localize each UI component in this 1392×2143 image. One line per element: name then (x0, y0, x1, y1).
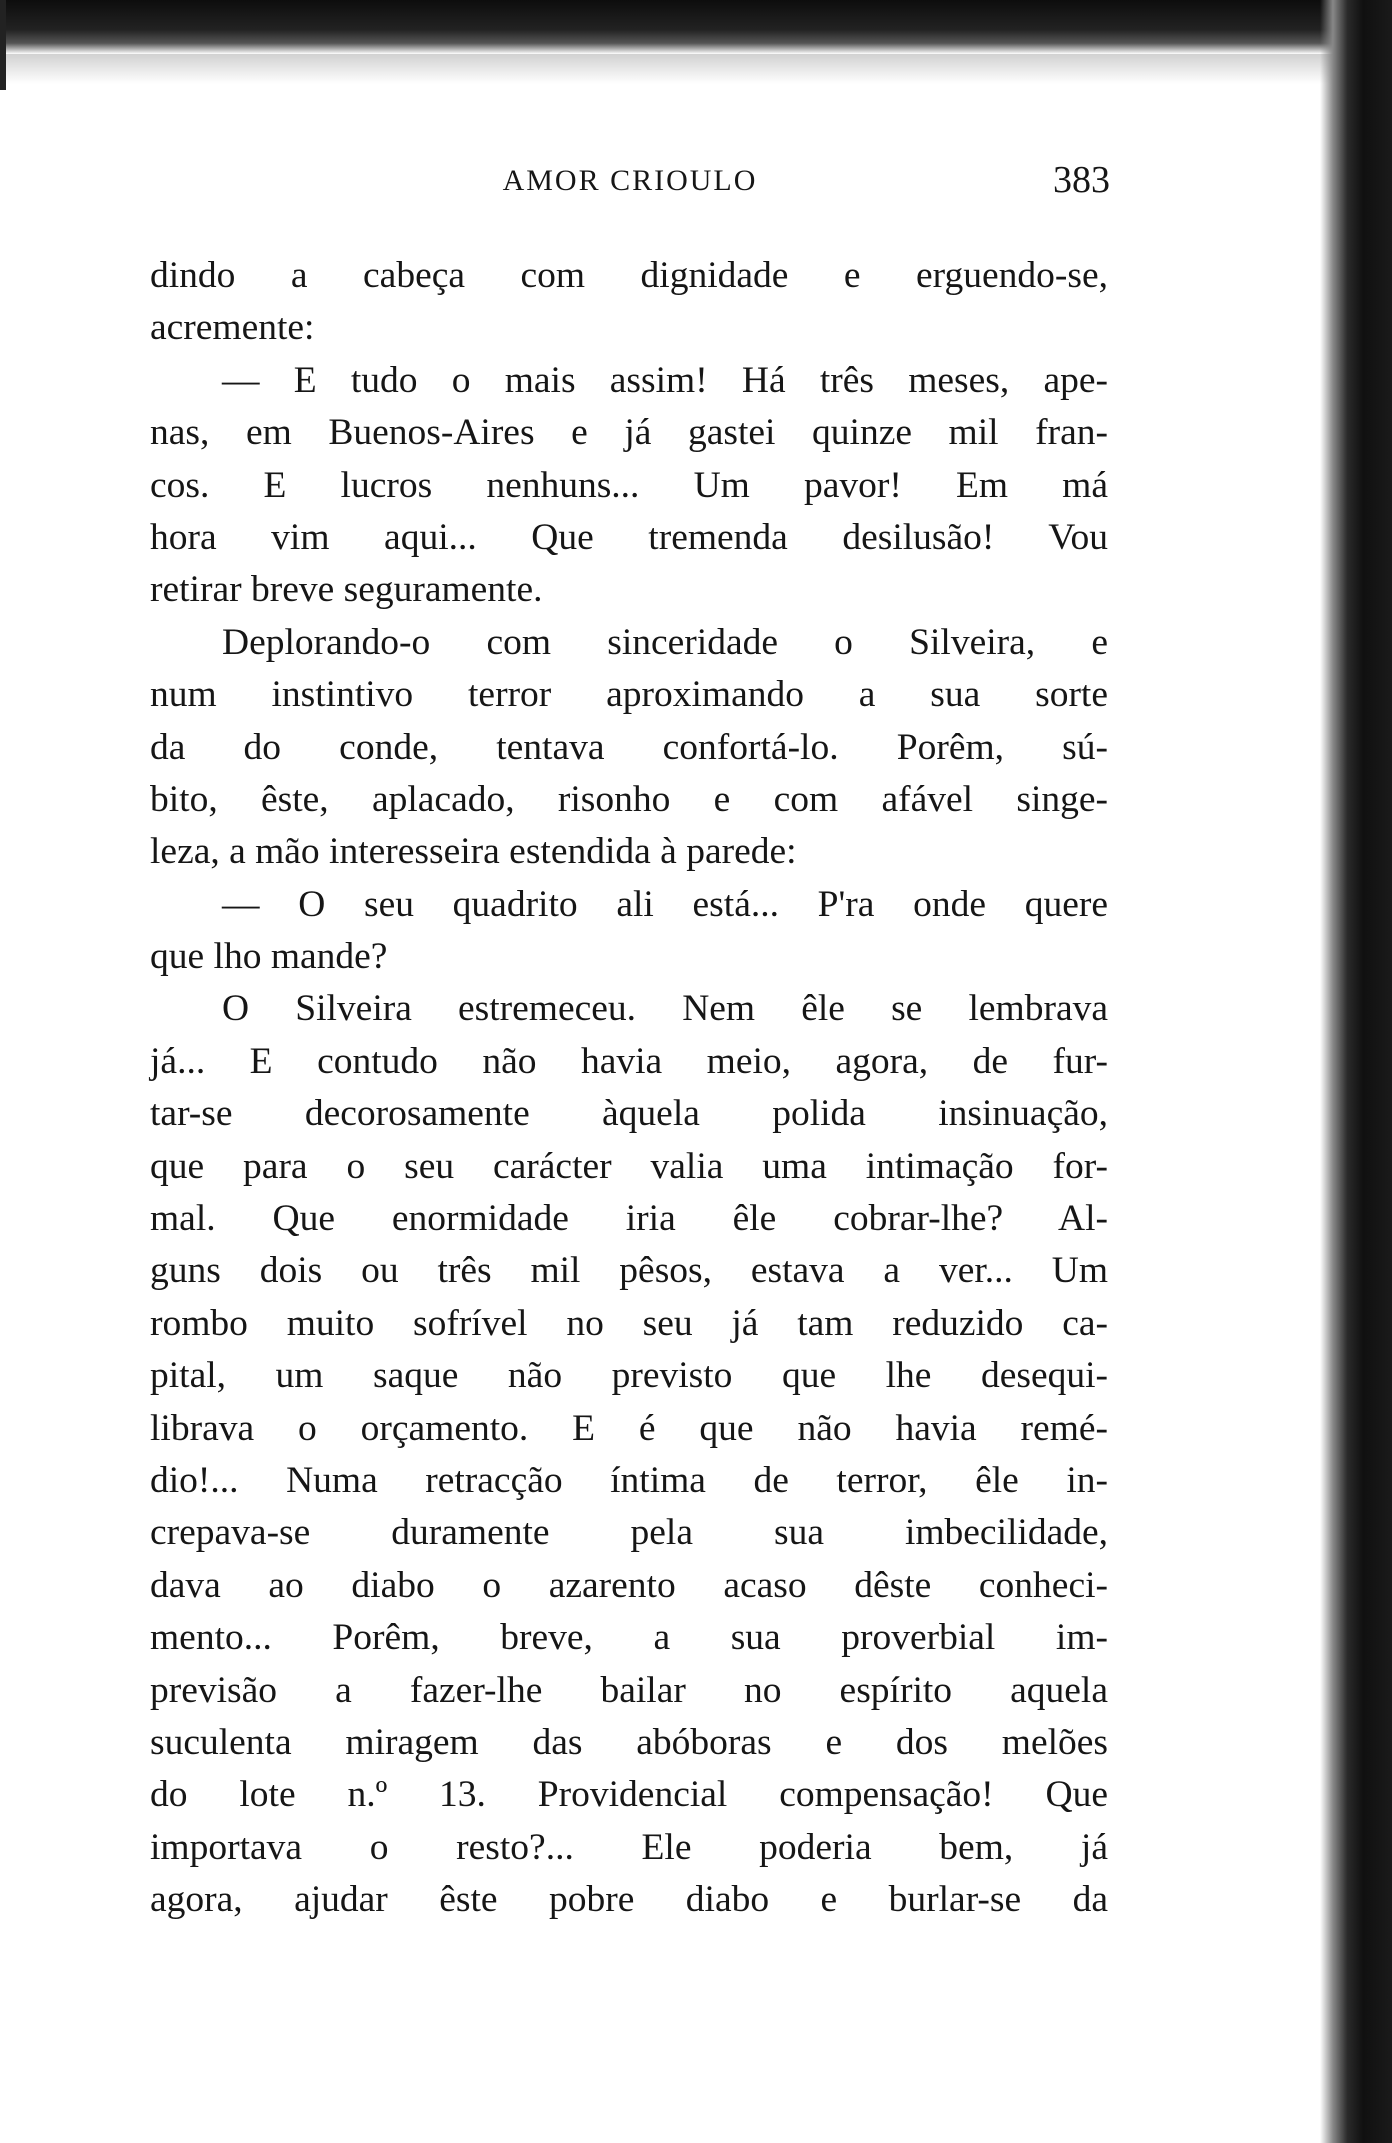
text-line: Deplorando-o com sinceridade o Silveira, e (222, 621, 1108, 663)
text-line: acremente: (150, 307, 315, 349)
text-line: rombo muito sofrível no seu já tam reduzido ca- (150, 1302, 1108, 1344)
scan-top-shadow (0, 54, 1392, 84)
text-line: cos. E lucros nenhuns... Um pavor! Em má (150, 464, 1108, 506)
text-line: previsão a fazer-lhe bailar no espírito aquela (150, 1669, 1108, 1711)
scan-top-edge (0, 0, 1392, 54)
running-title: AMOR CRIOULO (502, 164, 758, 197)
text-line: tar-se decorosamente àquela polida insinuação, (150, 1093, 1108, 1135)
text-line: — E tudo o mais assim! Há três meses, ape- (222, 359, 1108, 401)
text-line: que para o seu carácter valia uma intimação for- (150, 1145, 1108, 1187)
body-text (150, 250, 1108, 1927)
page-number: 383 (1053, 159, 1110, 201)
text-line: agora, ajudar êste pobre diabo e burlar-se da (150, 1879, 1108, 1921)
text-line: da do conde, tentava confortá-lo. Porêm, sú- (150, 726, 1108, 768)
text-line: num instintivo terror aproximando a sua sorte (150, 674, 1108, 716)
text-line: guns dois ou três mil pêsos, estava a ver... Um (150, 1250, 1108, 1292)
text-line: dava ao diabo o azarento acaso dêste conheci- (150, 1564, 1108, 1606)
text-line: do lote n.º 13. Providencial compensação! Que (150, 1774, 1108, 1816)
text-line: dindo a cabeça com dignidade e erguendo-se, (150, 255, 1108, 296)
text-line: retirar breve seguramente. (150, 569, 543, 611)
text-line: importava o resto?... Ele poderia bem, já (150, 1826, 1108, 1868)
scan-right-edge (1320, 0, 1392, 2143)
text-line: crepava-se duramente pela sua imbecilidade, (150, 1512, 1108, 1554)
scan-left-mark (0, 0, 6, 90)
text-line: mal. Que enormidade iria êle cobrar-lhe? Al- (150, 1198, 1108, 1240)
text-line: pital, um saque não previsto que lhe desequi- (150, 1355, 1108, 1397)
text-line: hora vim aqui... Que tremenda desilusão! Vou (150, 516, 1108, 558)
text-line: já... E contudo não havia meio, agora, de fur- (150, 1040, 1108, 1082)
text-line: librava o orçamento. E é que não havia remé- (150, 1407, 1108, 1449)
text-line: — O seu quadrito ali está... P'ra onde quere (222, 883, 1108, 925)
text-line: suculenta miragem das abóboras e dos melões (150, 1721, 1108, 1763)
text-line: bito, êste, aplacado, risonho e com afável singe- (150, 778, 1108, 820)
text-line: O Silveira estremeceu. Nem êle se lembrava (222, 988, 1108, 1030)
text-line: nas, em Buenos-Aires e já gastei quinze mil fran- (150, 412, 1108, 454)
text-line: mento... Porêm, breve, a sua proverbial im- (150, 1617, 1108, 1659)
text-line: que lho mande? (150, 936, 388, 978)
text-line: dio!... Numa retracção íntima de terror, êle in- (150, 1459, 1108, 1501)
text-line: leza, a mão interesseira estendida à parede: (150, 831, 797, 873)
page-header (150, 158, 1110, 218)
